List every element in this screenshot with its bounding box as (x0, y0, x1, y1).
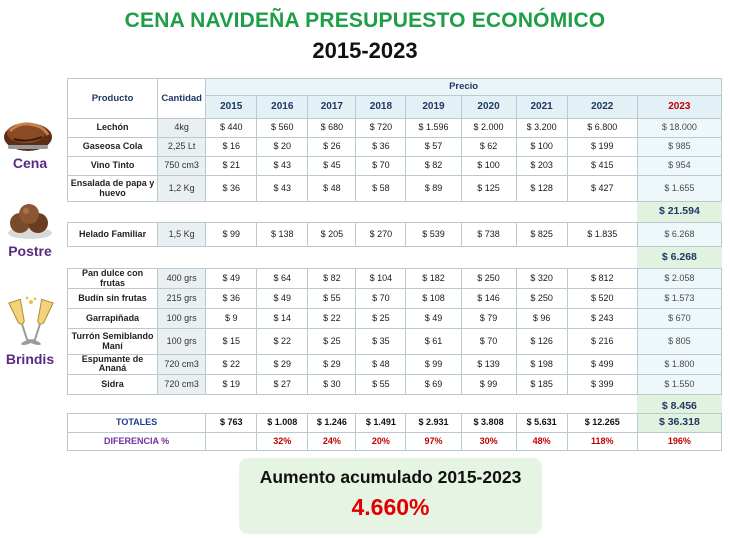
page-title: CENA NAVIDEÑA PRESUPUESTO ECONÓMICO (124, 9, 606, 32)
price-cell: $ 96 (516, 309, 567, 329)
product-quantity: 400 grs (158, 269, 206, 289)
price-cell: $ 199 (567, 138, 637, 157)
product-quantity: 720 cm3 (158, 374, 206, 394)
total-value: $ 763 (206, 414, 257, 433)
price-cell: $ 26 (308, 138, 356, 157)
price-cell: $ 128 (516, 176, 567, 202)
price-cell: $ 812 (567, 269, 637, 289)
price-cell: $ 22 (206, 355, 257, 375)
year-header: 2018 (356, 96, 406, 119)
year-header: 2020 (461, 96, 516, 119)
price-cell: $ 99 (461, 374, 516, 394)
section-label-postre: Postre (8, 243, 52, 259)
year-header: 2021 (516, 96, 567, 119)
price-cell: $ 45 (308, 157, 356, 176)
price-cell: $ 70 (356, 157, 406, 176)
total-value: $ 12.265 (567, 414, 637, 433)
price-cell: $ 1.655 (637, 176, 721, 202)
total-value: $ 3.808 (461, 414, 516, 433)
price-cell: $ 670 (637, 309, 721, 329)
price-cell: $ 1.573 (637, 289, 721, 309)
price-cell: $ 25 (356, 309, 406, 329)
price-cell: $ 43 (257, 157, 308, 176)
difference-value: 118% (567, 433, 637, 451)
product-name: Pan dulce con frutas (68, 269, 158, 289)
product-quantity: 750 cm3 (158, 157, 206, 176)
price-cell: $ 49 (257, 289, 308, 309)
product-quantity: 100 grs (158, 309, 206, 329)
product-quantity: 2,25 Lt (158, 138, 206, 157)
price-cell: $ 20 (257, 138, 308, 157)
price-cell: $ 320 (516, 269, 567, 289)
price-cell: $ 99 (406, 355, 461, 375)
price-cell: $ 49 (406, 309, 461, 329)
price-cell: $ 70 (356, 289, 406, 309)
price-cell: $ 520 (567, 289, 637, 309)
price-cell: $ 57 (406, 138, 461, 157)
column-header-cantidad: Cantidad (158, 79, 206, 119)
price-cell: $ 805 (637, 329, 721, 355)
price-cell: $ 69 (406, 374, 461, 394)
section-label-brindis: Brindis (5, 351, 55, 367)
price-cell: $ 3.200 (516, 119, 567, 138)
price-cell: $ 440 (206, 119, 257, 138)
table-row (68, 119, 722, 138)
price-cell: $ 29 (308, 355, 356, 375)
product-name: Vino Tinto (68, 157, 158, 176)
product-name: Turrón Semiblando Maní (68, 329, 158, 355)
price-cell: $ 82 (308, 269, 356, 289)
price-cell: $ 243 (567, 309, 637, 329)
price-cell: $ 126 (516, 329, 567, 355)
product-name: Garrapiñada (68, 309, 158, 329)
year-header: 2022 (567, 96, 637, 119)
total-value-2023: $ 36.318 (637, 414, 721, 433)
product-quantity: 1,2 Kg (158, 176, 206, 202)
product-name: Budín sin frutas (68, 289, 158, 309)
price-cell: $ 15 (206, 329, 257, 355)
price-cell: $ 29 (257, 355, 308, 375)
price-cell: $ 21 (206, 157, 257, 176)
price-cell: $ 99 (206, 223, 257, 247)
table-row (68, 138, 722, 157)
price-cell: $ 35 (356, 329, 406, 355)
year-header: 2015 (206, 96, 257, 119)
product-name: Gaseosa Cola (68, 138, 158, 157)
price-cell: $ 22 (257, 329, 308, 355)
column-header-producto: Producto (68, 79, 158, 119)
summary-value: 4.660% (351, 494, 430, 520)
price-cell: $ 825 (516, 223, 567, 247)
price-cell: $ 203 (516, 157, 567, 176)
product-quantity: 215 grs (158, 289, 206, 309)
price-cell: $ 499 (567, 355, 637, 375)
table-row (68, 329, 722, 355)
difference-row (68, 433, 722, 451)
table-row (68, 176, 722, 202)
table-row (68, 289, 722, 309)
price-cell: $ 6.800 (567, 119, 637, 138)
price-cell: $ 55 (356, 374, 406, 394)
difference-value (206, 433, 257, 451)
totals-table (67, 413, 722, 451)
price-cell: $ 62 (461, 138, 516, 157)
price-cell: $ 1.596 (406, 119, 461, 138)
total-value: $ 1.008 (257, 414, 308, 433)
product-name: Lechón (68, 119, 158, 138)
price-cell: $ 6.268 (637, 223, 721, 247)
price-cell: $ 560 (257, 119, 308, 138)
year-header: 2019 (406, 96, 461, 119)
total-value: $ 5.631 (516, 414, 567, 433)
price-cell: $ 738 (461, 223, 516, 247)
price-cell: $ 985 (637, 138, 721, 157)
price-cell: $ 61 (406, 329, 461, 355)
price-cell: $ 36 (206, 176, 257, 202)
price-cell: $ 36 (206, 289, 257, 309)
price-cell: $ 205 (308, 223, 356, 247)
product-quantity: 1,5 Kg (158, 223, 206, 247)
price-cell: $ 108 (406, 289, 461, 309)
price-cell: $ 49 (206, 269, 257, 289)
price-cell: $ 64 (257, 269, 308, 289)
price-cell: $ 9 (206, 309, 257, 329)
price-cell: $ 48 (308, 176, 356, 202)
price-cell: $ 30 (308, 374, 356, 394)
price-cell: $ 680 (308, 119, 356, 138)
difference-label: DIFERENCIA % (68, 433, 206, 451)
price-cell: $ 19 (206, 374, 257, 394)
difference-value: 20% (356, 433, 406, 451)
difference-value: 48% (516, 433, 567, 451)
table-row (68, 309, 722, 329)
price-cell: $ 58 (356, 176, 406, 202)
difference-value: 24% (308, 433, 356, 451)
year-header: 2017 (308, 96, 356, 119)
product-quantity: 4kg (158, 119, 206, 138)
price-cell: $ 182 (406, 269, 461, 289)
spacer (68, 202, 638, 223)
price-cell: $ 18.000 (637, 119, 721, 138)
price-cell: $ 2.058 (637, 269, 721, 289)
year-header: 2023 (637, 96, 721, 119)
price-cell: $ 185 (516, 374, 567, 394)
product-quantity: 720 cm3 (158, 355, 206, 375)
table-row (68, 269, 722, 289)
year-header: 2016 (257, 96, 308, 119)
price-cell: $ 399 (567, 374, 637, 394)
product-name: Sidra (68, 374, 158, 394)
price-cell: $ 55 (308, 289, 356, 309)
price-cell: $ 539 (406, 223, 461, 247)
price-cell: $ 1.550 (637, 374, 721, 394)
price-cell: $ 43 (257, 176, 308, 202)
section-subtotal: $ 8.456 (637, 394, 721, 418)
price-cell: $ 82 (406, 157, 461, 176)
totals-label: TOTALES (68, 414, 206, 433)
price-cell: $ 146 (461, 289, 516, 309)
total-value: $ 2.931 (406, 414, 461, 433)
page-subtitle: 2015-2023 (312, 38, 418, 63)
price-cell: $ 2.000 (461, 119, 516, 138)
summary-box (239, 458, 542, 534)
price-cell: $ 48 (356, 355, 406, 375)
price-cell: $ 79 (461, 309, 516, 329)
price-table (67, 78, 722, 418)
section-subtotal: $ 21.594 (637, 202, 721, 223)
subtotal-row (68, 202, 722, 223)
column-header-precio: Precio (206, 79, 722, 96)
price-cell: $ 415 (567, 157, 637, 176)
price-cell: $ 89 (406, 176, 461, 202)
product-name: Helado Familiar (68, 223, 158, 247)
price-cell: $ 16 (206, 138, 257, 157)
table-row (68, 223, 722, 247)
price-cell: $ 70 (461, 329, 516, 355)
difference-value: 97% (406, 433, 461, 451)
ice-cream-icon (6, 201, 54, 241)
product-name: Ensalada de papa y huevo (68, 176, 158, 202)
table-row (68, 374, 722, 394)
price-cell: $ 427 (567, 176, 637, 202)
price-cell: $ 1.800 (637, 355, 721, 375)
price-cell: $ 270 (356, 223, 406, 247)
price-cell: $ 27 (257, 374, 308, 394)
product-quantity: 100 grs (158, 329, 206, 355)
price-cell: $ 125 (461, 176, 516, 202)
difference-value: 32% (257, 433, 308, 451)
price-cell: $ 36 (356, 138, 406, 157)
price-cell: $ 14 (257, 309, 308, 329)
table-row (68, 157, 722, 176)
difference-value: 30% (461, 433, 516, 451)
price-cell: $ 250 (516, 289, 567, 309)
price-cell: $ 22 (308, 309, 356, 329)
section-subtotal: $ 6.268 (637, 247, 721, 269)
total-value: $ 1.491 (356, 414, 406, 433)
difference-value-2023: 196% (637, 433, 721, 451)
price-cell: $ 250 (461, 269, 516, 289)
price-cell: $ 198 (516, 355, 567, 375)
price-cell: $ 104 (356, 269, 406, 289)
summary-title: Aumento acumulado 2015-2023 (259, 467, 522, 487)
price-cell: $ 1.835 (567, 223, 637, 247)
table-row (68, 355, 722, 375)
price-cell: $ 216 (567, 329, 637, 355)
product-name: Espumante de Ananá (68, 355, 158, 375)
roast-meat-icon (2, 113, 54, 155)
price-cell: $ 100 (516, 138, 567, 157)
section-label-cena: Cena (12, 155, 48, 171)
totals-row (68, 414, 722, 433)
champagne-glasses-icon (6, 296, 56, 350)
price-cell: $ 25 (308, 329, 356, 355)
price-cell: $ 138 (257, 223, 308, 247)
price-cell: $ 720 (356, 119, 406, 138)
price-cell: $ 100 (461, 157, 516, 176)
total-value: $ 1.246 (308, 414, 356, 433)
price-cell: $ 954 (637, 157, 721, 176)
price-cell: $ 139 (461, 355, 516, 375)
subtotal-row (68, 247, 722, 269)
spacer (68, 247, 638, 269)
